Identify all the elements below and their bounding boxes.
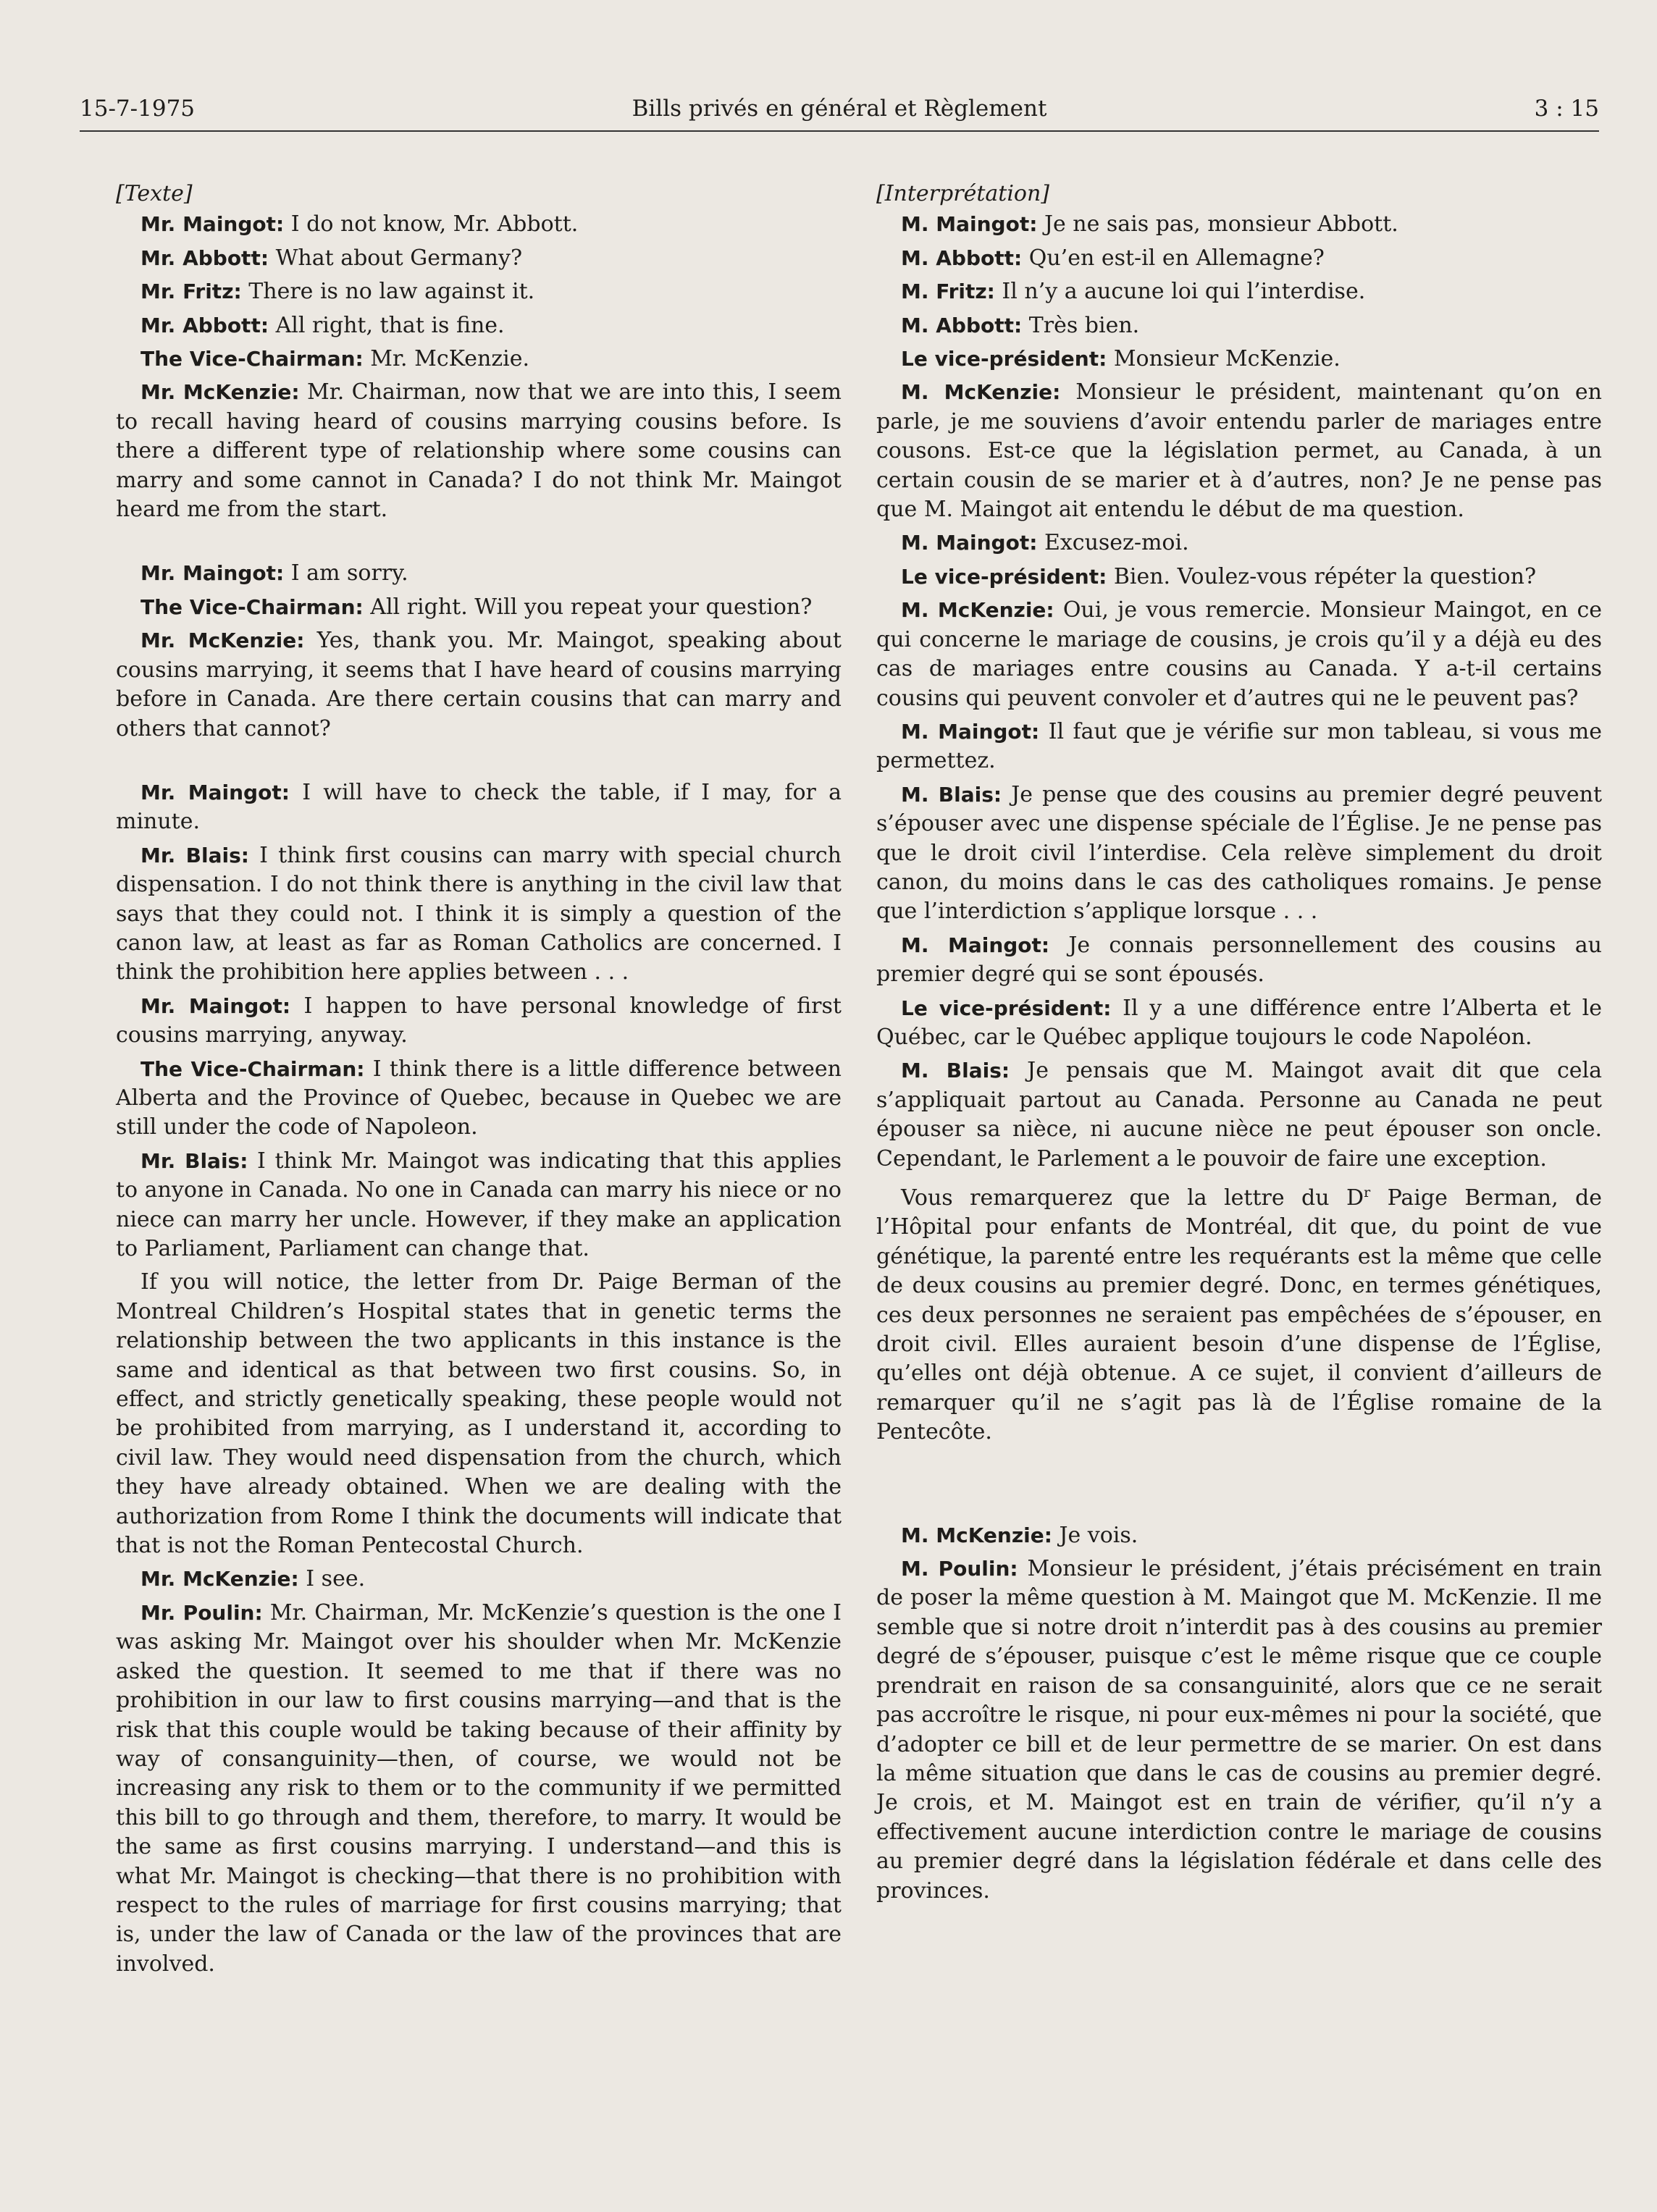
speaker-name: M. Maingot: — [901, 933, 1050, 957]
speech-text-before: Vous remarquerez que la lettre du D — [901, 1185, 1364, 1211]
speech-text: All right, that is fine. — [275, 312, 505, 338]
speech-paragraph — [116, 1599, 842, 1979]
speaker-name: M. McKenzie: — [901, 1523, 1052, 1547]
speech-text: I think there is a little difference between Alberta and the Province of Quebec, because in Quebec we are still under the code of Napoleon. — [116, 1056, 842, 1140]
speaker-name: Mr. Blais: — [140, 1148, 248, 1173]
speech-text: I think Mr. Maingot was indicating that this applies to anyone in Canada. No one in Canada can marry his niece or no niece can marry her uncle. However, if they make an application to Parliament, Parliament can change that. — [116, 1148, 842, 1261]
speech-text: Mr. Chairman, Mr. McKenzie’s question is the one I was asking Mr. Maingot over his shoulder when Mr. McKenzie asked the question. It seemed to me that if there was no prohibition in our law to first cousins marrying—and that is the risk that this couple would be taking because of their affinity by way of consanguinity—then, of course, we would not be increasing any risk to them or to the community if we permitted this bill to go through and them, therefore, to marry. It would be the same as first cousins marrying. I understand—and this is what Mr. Maingot is checking—that there is no prohibition with respect to the rules of marriage for first cousins marrying; that is, under the law of Canada or the law of the provinces that are involved. — [116, 1599, 842, 1977]
speech-text: Monsieur le président, j’étais précisément en train de poser la même question à M. Maingot que M. McKenzie. Il me semble que si notre droit n’interdit pas à des cousins au premier degré de s’épouser, puisque c’est le même risque que ce couple prendrait en raison de sa consanguinité, alors que ce ne serait pas accroître le risque, ni pour eux-mêmes ni pour la société, que d’adopter ce bill et de leur permettre de se marier. On est dans la même situation que dans le cas de cousins au premier degré. Je crois, et M. Maingot est en train de vérifier, qu’il n’y a effectivement aucune interdiction contre le mariage de cousins au premier degré dans la législation fédérale et dans celle des provinces. — [876, 1556, 1603, 1904]
page-header — [80, 90, 1599, 132]
speaker-name: M. McKenzie: — [901, 380, 1061, 405]
speech-paragraph — [116, 593, 842, 622]
speaker-name: Mr. Maingot: — [140, 561, 285, 586]
speech-paragraph — [876, 931, 1602, 990]
speech-text: Monsieur le président, maintenant qu’on en parle, je me souviens d’avoir entendu parler de mariages entre cousons. Est-ce que la législation permet, au Canada, à un certain cousin de se marier et à d’autres, non? Je ne pense pas que M. Maingot ait entendu le début de ma question. — [876, 379, 1603, 523]
speech-text: I think first cousins can marry with special church dispensation. I do not think there is anything in the civil law that says that they could not. I think it is simply a question of the canon law, at least as far as Roman Catholics are concerned. I think the prohibition here applies between . . . — [116, 842, 842, 985]
speech-paragraph — [116, 210, 842, 239]
speaker-name: M. Abbott: — [901, 245, 1023, 270]
speaker-name: M. Maingot: — [901, 531, 1038, 555]
speech-paragraph — [116, 1565, 842, 1594]
speech-paragraph — [116, 1055, 842, 1143]
speech-text: Il y a une différence entre l’Alberta et le Québec, car le Québec applique toujours le code Napoléon. — [876, 995, 1602, 1050]
speech-paragraph — [116, 378, 842, 524]
speech-text: Bien. Voulez-vous répéter la question? — [1113, 563, 1537, 589]
speech-text: I happen to have personal knowledge of first cousins marrying, anyway. — [116, 993, 842, 1048]
speech-paragraph — [876, 1555, 1602, 1906]
speech-text: What about Germany? — [275, 245, 523, 271]
header-date: 15-7-1975 — [80, 96, 196, 122]
speaker-name: M. Blais: — [901, 782, 1002, 807]
speech-paragraph — [116, 559, 842, 588]
speaker-name: Mr. Fritz: — [140, 279, 242, 304]
speaker-name: Mr. Maingot: — [140, 780, 290, 804]
speech-paragraph — [876, 1178, 1602, 1447]
speaker-name: M. Fritz: — [901, 279, 995, 304]
speech-paragraph — [876, 596, 1602, 713]
speech-text: Qu’en est-il en Allemagne? — [1028, 245, 1325, 271]
speech-text: Paige Berman, de l’Hôpital pour enfants de Montréal, dit que, du point de vue génétique, la parenté entre les requérants est la même que celle de deux cousins au premier degré. Donc, en termes génétiques, ces deux personnes ne seraient pas empêchées de s’épouser, en droit civil. Elles auraient besoin d’une dispense de l’Église, qu’elles ont déjà obtenue. A ce sujet, il convient d’ailleurs de remarquer qu’il ne s’agit pas là de l’Église romaine de la Pentecôte. — [876, 1185, 1602, 1445]
speaker-name: Mr. Poulin: — [140, 1600, 263, 1625]
french-column — [876, 180, 1602, 1910]
speech-paragraph — [876, 994, 1602, 1053]
speaker-name: Mr. Abbott: — [140, 245, 269, 270]
speaker-name: M. Maingot: — [901, 719, 1040, 744]
speech-paragraph — [116, 244, 842, 273]
speech-text: Je pensais que M. Maingot avait dit que cela s’appliquait partout au Canada. Personne au Canada ne peut épouser sa nièce, ni aucune nièce ne peut épouser son oncle. Cependant, le Parlement a le pouvoir de faire une exception. — [876, 1058, 1602, 1172]
speaker-name: M. Abbott: — [901, 313, 1023, 337]
speaker-name: Mr. Abbott: — [140, 313, 269, 337]
speech-paragraph — [876, 529, 1602, 558]
speech-text: I will have to check the table, if I may, for a minute. — [116, 779, 842, 835]
speech-paragraph — [116, 992, 842, 1051]
speech-text: Je pense que des cousins au premier degré peuvent s’épouser avec une dispense spéciale de l’Église. Je ne pense pas que le droit civil l’interdise. Cela relève simplement du droit canon, du moins dans le cas des catholiques romains. Je pense que l’interdiction s’applique lorsque . . . — [876, 781, 1602, 925]
speech-text: All right. Will you repeat your question? — [370, 594, 813, 620]
speech-paragraph — [876, 1056, 1602, 1174]
speech-paragraph — [116, 345, 842, 374]
speaker-name: Mr. McKenzie: — [140, 628, 305, 653]
header-page-number: 3 : 15 — [1534, 96, 1599, 122]
speech-text: Il faut que je vérifie sur mon tableau, si vous me permettez. — [876, 718, 1603, 774]
speech-text: Je ne sais pas, monsieur Abbott. — [1044, 211, 1398, 237]
speech-paragraph — [116, 778, 842, 837]
speech-paragraph — [876, 563, 1602, 592]
speaker-name: M. McKenzie: — [901, 598, 1054, 623]
speech-paragraph — [116, 1147, 842, 1264]
speaker-name: Mr. McKenzie: — [140, 1567, 299, 1591]
language-tag: [Interprétation] — [876, 181, 1050, 206]
speech-paragraph — [116, 277, 842, 306]
speech-paragraph — [876, 277, 1602, 306]
speech-paragraph — [116, 311, 842, 340]
speech-text: I see. — [306, 1566, 366, 1592]
speech-paragraph — [876, 1521, 1602, 1550]
speech-paragraph — [876, 781, 1602, 927]
speech-paragraph — [116, 1268, 842, 1560]
header-title: Bills privés en général et Règlement — [632, 96, 1047, 122]
speech-paragraph — [116, 626, 842, 744]
speech-text: Monsieur McKenzie. — [1113, 346, 1341, 372]
speaker-name: M. Poulin: — [901, 1557, 1018, 1581]
speech-paragraph — [876, 718, 1602, 776]
speech-text: Mr. Chairman, now that we are into this, I seem to recall having heard of cousins marrying cousins before. Is there a different type of relationship where some cousins can marry and some cannot in Canada? I do not think Mr. Maingot heard me from the start. — [116, 379, 842, 523]
speaker-name: Le vice-président: — [901, 996, 1112, 1020]
english-column — [116, 180, 842, 1983]
speech-text: I am sorry. — [290, 560, 408, 586]
speaker-name: Mr. McKenzie: — [140, 380, 300, 405]
speech-text: Il n’y a aucune loi qui l’interdise. — [1002, 279, 1366, 305]
speech-text: Je connais personnellement des cousins au premier degré qui se sont épousés. — [876, 932, 1602, 988]
speaker-name: Le vice-président: — [901, 564, 1107, 589]
language-tag: [Texte] — [116, 181, 193, 206]
speaker-name: Mr. Blais: — [140, 843, 249, 867]
speech-text: Excusez-moi. — [1044, 530, 1189, 556]
speech-text: If you will notice, the letter from Dr. Paige Berman of the Montreal Children’s Hospital states that in genetic terms the relationship between the two applicants in this instance is the same and identical as that between two first cousins. So, in effect, and strictly genetically speaking, these people would not be prohibited from marrying, as I understand it, according to civil law. They would need dispensation from the church, which they have already obtained. When we are dealing with the authorization from Rome I think the documents will indicate that that is not the Roman Pentecostal Church. — [116, 1269, 842, 1559]
speech-text: Je vois. — [1059, 1522, 1138, 1548]
speaker-name: Le vice-président: — [901, 347, 1107, 371]
speech-paragraph — [876, 345, 1602, 374]
speaker-name: The Vice-Chairman: — [140, 347, 364, 371]
speech-paragraph — [876, 378, 1602, 524]
speaker-name: M. Maingot: — [901, 212, 1038, 237]
speech-text: There is no law against it. — [248, 279, 535, 305]
speaker-name: M. Blais: — [901, 1059, 1010, 1083]
speech-text: Très bien. — [1028, 312, 1140, 338]
speech-paragraph — [876, 244, 1602, 273]
superscript: r — [1364, 1185, 1371, 1200]
speech-text: I do not know, Mr. Abbott. — [290, 211, 579, 237]
speaker-name: The Vice-Chairman: — [140, 594, 364, 619]
speech-paragraph — [876, 311, 1602, 340]
speech-text: Oui, je vous remercie. Monsieur Maingot, en ce qui concerne le mariage de cousins, je crois qu’il y a déjà eu des cas de mariages entre cousins au Canada. Y a-t-il certains cousins qui peuvent convoler et d’autres qui ne le peuvent pas? — [876, 597, 1602, 711]
speech-paragraph — [876, 210, 1602, 239]
speech-text: Yes, thank you. Mr. Maingot, speaking about cousins marrying, it seems that I have heard of cousins marrying before in Canada. Are there certain cousins that can marry and others that cannot? — [116, 628, 842, 741]
speaker-name: Mr. Maingot: — [140, 993, 291, 1018]
speaker-name: Mr. Maingot: — [140, 212, 285, 237]
speech-text: Mr. McKenzie. — [370, 346, 530, 372]
speech-paragraph — [116, 841, 842, 988]
speaker-name: The Vice-Chairman: — [140, 1056, 365, 1081]
